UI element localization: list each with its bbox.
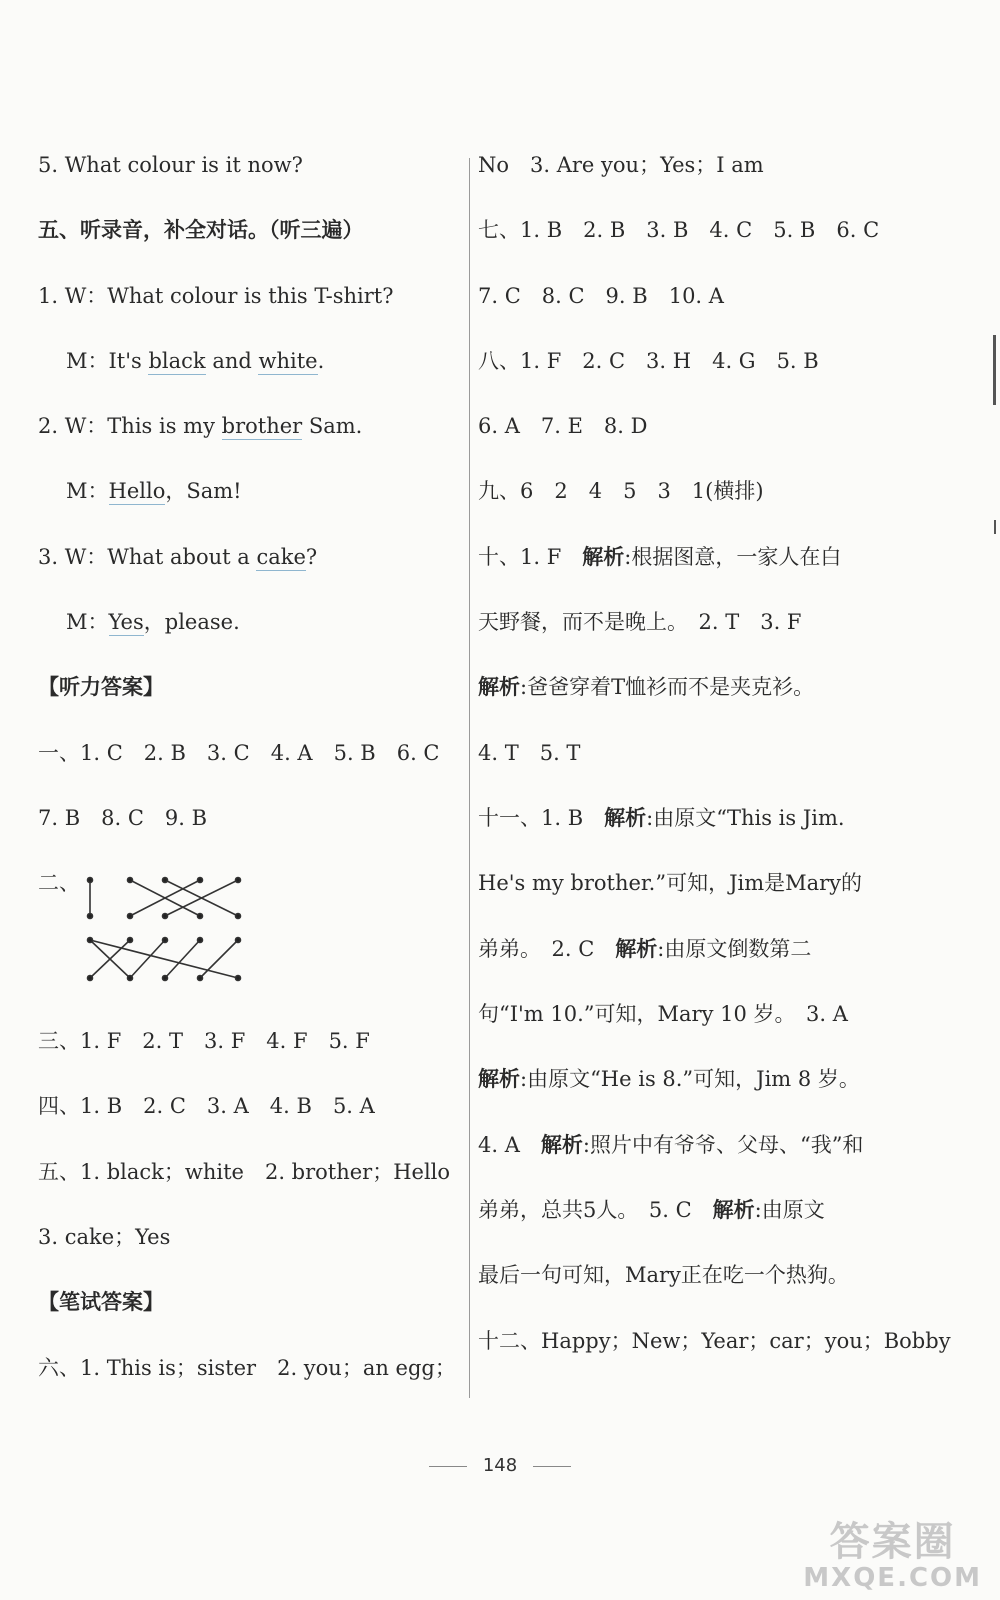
- dialogue-2-m: M：Hello，Sam!: [66, 479, 242, 503]
- answers-section-7b: 7. C 8. C 9. B 10. A: [478, 284, 724, 308]
- answer-black: black: [148, 349, 206, 373]
- question-5-text: 5. What colour is it now?: [38, 153, 303, 177]
- answers-section-6b: No 3. Are you；Yes；I am: [478, 153, 764, 177]
- section-5-heading: 五、听录音，补全对话。（听三遍）: [38, 218, 364, 242]
- answers-section-1b: 7. B 8. C 9. B: [38, 806, 208, 830]
- dialogue-3-m: M：Yes，please.: [66, 610, 240, 634]
- listening-answers-heading: 【听力答案】: [38, 675, 164, 699]
- matching-lines-diagram: [38, 870, 258, 990]
- analysis-label: 解析: [540, 1133, 583, 1157]
- dialogue-3-w: 3. W：What about a cake?: [38, 545, 318, 569]
- answers-section-2-label: 二、: [38, 871, 80, 895]
- answers-section-3: 三、1. F 2. T 3. F 4. F 5. F: [38, 1029, 370, 1053]
- scan-mark: [993, 335, 996, 405]
- answers-section-11c: 弟弟。 2. C 解析:由原文倒数第二: [478, 937, 812, 961]
- answer-cake: cake: [256, 545, 306, 569]
- analysis-label: 解析: [478, 1067, 520, 1091]
- dialogue-1-m: M：It's black and white.: [66, 349, 325, 373]
- match-line: [90, 940, 238, 978]
- answer-yes: Yes: [108, 610, 144, 634]
- answers-section-5b: 3. cake；Yes: [38, 1225, 171, 1249]
- scan-mark: [994, 520, 996, 534]
- answers-section-8b: 6. A 7. E 8. D: [478, 414, 648, 438]
- answers-section-6a: 六、1. This is；sister 2. you；an egg；: [38, 1356, 456, 1380]
- analysis-label: 解析: [604, 806, 647, 830]
- watermark-logo: 答案圈 MXQE.COM: [803, 1519, 982, 1593]
- analysis-label: 解析: [615, 937, 658, 961]
- analysis-label: 解析: [712, 1198, 755, 1222]
- answers-section-10b: 天野餐，而不是晚上。 2. T 3. F: [478, 610, 802, 634]
- answers-section-9: 九、6 2 4 5 3 1(横排): [478, 479, 764, 503]
- answers-section-8a: 八、1. F 2. C 3. H 4. G 5. B: [478, 349, 819, 373]
- answers-section-10a: 十、1. F 解析:根据图意，一家人在白: [478, 545, 842, 569]
- answers-section-4: 四、1. B 2. C 3. A 4. B 5. A: [38, 1094, 375, 1118]
- answers-section-10d: 4. T 5. T: [478, 741, 581, 765]
- answers-section-11e: 解析:由原文“He is 8.”可知，Jim 8 岁。: [478, 1067, 860, 1091]
- answer-brother: brother: [221, 414, 303, 438]
- answer-hello: Hello: [108, 479, 166, 503]
- answers-section-11f: 4. A 解析:照片中有爷爷、父母、“我”和: [478, 1133, 864, 1157]
- page-number: 148: [0, 1455, 1000, 1476]
- answer-white: white: [258, 349, 318, 373]
- analysis-label: 解析: [582, 545, 625, 569]
- answers-section-11g: 弟弟，总共5人。 5. C 解析:由原文: [478, 1198, 825, 1222]
- written-answers-heading: 【笔试答案】: [38, 1290, 164, 1314]
- answers-section-11a: 十一、1. B 解析:由原文“This is Jim.: [478, 806, 845, 830]
- match-line: [130, 940, 165, 978]
- answers-section-11h: 最后一句可知，Mary正在吃一个热狗。: [478, 1263, 849, 1287]
- answers-section-11b: He's my brother.”可知，Jim是Mary的: [478, 871, 863, 895]
- answers-section-5a: 五、1. black；white 2. brother；Hello: [38, 1160, 451, 1184]
- analysis-label: 解析: [478, 675, 520, 699]
- answers-section-7a: 七、1. B 2. B 3. B 4. C 5. B 6. C: [478, 218, 880, 242]
- column-divider: [469, 158, 470, 1398]
- dialogue-2-w: 2. W：This is my brother Sam.: [38, 414, 363, 438]
- dialogue-1-w: 1. W：What colour is this T-shirt?: [38, 284, 394, 308]
- match-line: [165, 940, 200, 978]
- answers-section-10c: 解析:爸爸穿着T恤衫而不是夹克衫。: [478, 675, 815, 699]
- answers-section-1a: 一、1. C 2. B 3. C 4. A 5. B 6. C: [38, 741, 440, 765]
- answers-section-11d: 句“I'm 10.”可知，Mary 10 岁。 3. A: [478, 1002, 848, 1026]
- answers-section-12: 十二、Happy；New；Year；car；you；Bobby: [478, 1329, 951, 1353]
